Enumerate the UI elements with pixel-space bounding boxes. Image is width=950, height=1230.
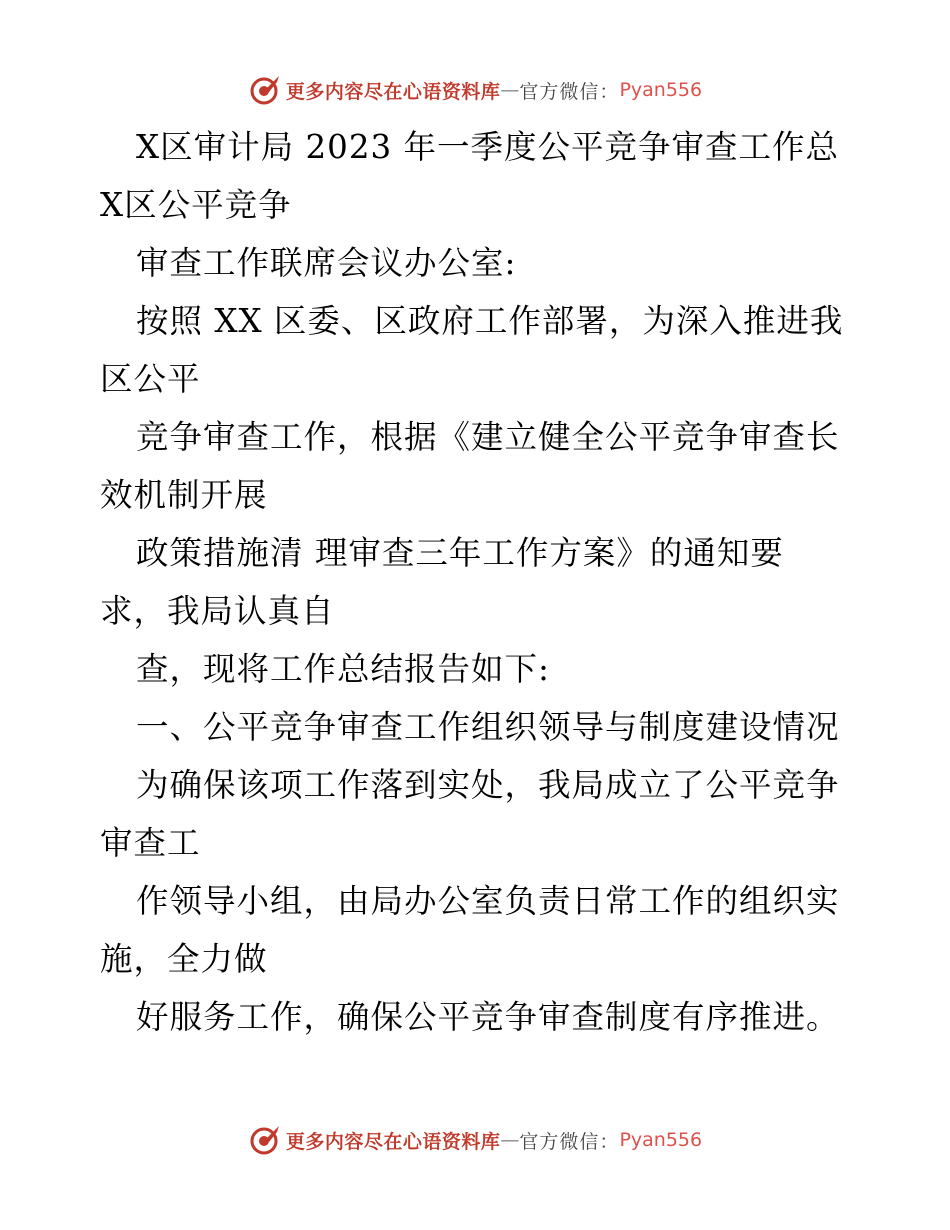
watermark-wechat-label: 官方微信： xyxy=(519,1130,620,1153)
watermark-main-text: 更多内容尽在心语资料库 xyxy=(285,80,501,103)
document-line: 作领导小组，由局办公室负责日常工作的组织实 xyxy=(136,882,840,920)
document-line: 审查工 xyxy=(100,824,201,862)
watermark-dash: — xyxy=(500,79,520,101)
quill-seal-icon xyxy=(248,73,282,107)
document-line: 查，现将工作总结报告如下: xyxy=(136,650,550,688)
document-line: X区审计局 2023 年一季度公平竞争审查工作总 xyxy=(136,128,840,166)
document-line: 好服务工作，确保公平竞争审查制度有序推进。 xyxy=(136,998,840,1036)
document-line: X区公平竞争 xyxy=(100,186,292,224)
quill-seal-icon xyxy=(248,1123,282,1157)
document-body xyxy=(100,118,860,1046)
document-line: 求，我局认真自 xyxy=(100,592,335,630)
watermark-wechat-label: 官方微信： xyxy=(519,80,620,103)
watermark-banner-bottom xyxy=(0,1120,950,1160)
watermark-wechat-id: Pyan556 xyxy=(619,79,703,101)
document-line: 施，全力做 xyxy=(100,940,268,978)
document-line: 区公平 xyxy=(100,360,201,398)
document-line: 审查工作联席会议办公室: xyxy=(136,244,517,282)
document-line: 一、公平竞争审查工作组织领导与制度建设情况 xyxy=(136,708,840,746)
document-line: 政策措施清 理审查三年工作方案》的通知要 xyxy=(136,534,784,572)
document-line: 按照 XX 区委、区政府工作部署，为深入推进我 xyxy=(136,302,844,340)
watermark-wechat-id: Pyan556 xyxy=(619,1129,703,1151)
watermark-banner-top xyxy=(0,70,950,110)
watermark-main-text: 更多内容尽在心语资料库 xyxy=(285,1130,501,1153)
document-line: 竞争审查工作，根据《建立健全公平竞争审查长 xyxy=(136,418,840,456)
document-line: 为确保该项工作落到实处，我局成立了公平竞争 xyxy=(136,766,840,804)
document-line: 效机制开展 xyxy=(100,476,268,514)
watermark-dash: — xyxy=(500,1129,520,1151)
